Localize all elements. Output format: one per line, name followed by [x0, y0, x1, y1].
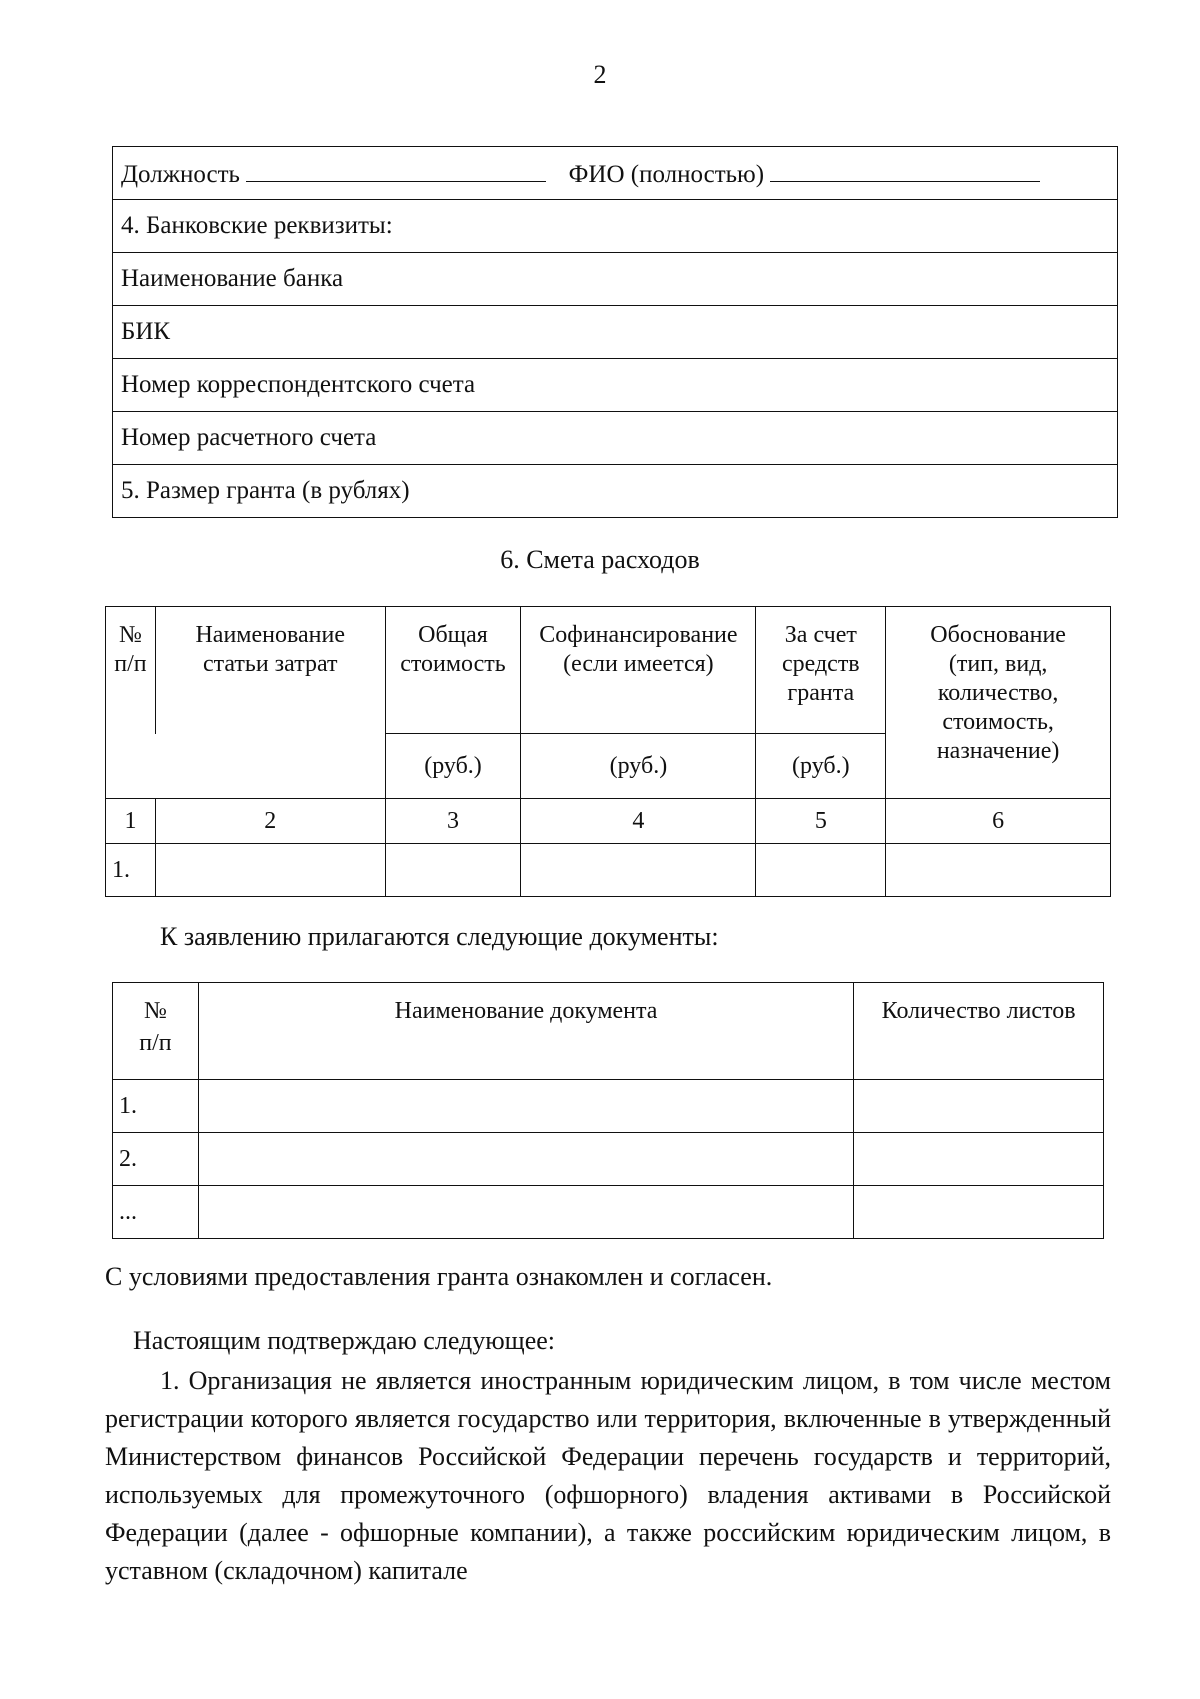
- column-number: 4: [521, 799, 756, 844]
- table-cell[interactable]: [198, 1133, 853, 1186]
- doc-col-name-header: Наименование документа: [198, 983, 853, 1080]
- agreement-statement: С условиями предоставления гранта ознакомлен и согласен.: [105, 1262, 773, 1291]
- column-numbers-row: [106, 799, 1111, 844]
- col-total-header: Общая стоимость: [385, 607, 521, 734]
- col-num-header-cont: [106, 734, 156, 799]
- row-number: 1.: [106, 844, 156, 897]
- doc-col-num-header: № п/п: [113, 983, 199, 1080]
- table-cell[interactable]: [854, 1186, 1104, 1239]
- fio-label: ФИО (полностью): [568, 161, 765, 188]
- paragraph-1: 1. Организация не является иностранным юридическим лицом, в том числе местом регистрации которого является государство или территория, включенные в утвержденный Министерством финансов Российской Федерации перечень государств и территорий, используемых для промежуточного (офшорного) владения активами в Российской Федерации (далее - офшорные компании), а также российским юридическим лицом, в уставном (складочном) капитале: [105, 1366, 1111, 1585]
- documents-table: [112, 982, 1104, 1239]
- col-grant-header: За счет средств гранта: [756, 607, 886, 734]
- position-fio-row: [113, 147, 1118, 200]
- table-cell[interactable]: [854, 1080, 1104, 1133]
- row-number: 2.: [113, 1133, 199, 1186]
- column-number: 6: [886, 799, 1111, 844]
- confirmation-title: Настоящим подтверждаю следующее:: [133, 1326, 555, 1355]
- unit-cofinancing: (руб.): [521, 734, 756, 799]
- doc-col-pages-header: Количество листов: [854, 983, 1104, 1080]
- unit-total: (руб.): [385, 734, 521, 799]
- table-cell[interactable]: [854, 1133, 1104, 1186]
- col-name-header: Наименование статьи затрат: [155, 607, 385, 734]
- table-cell[interactable]: [198, 1186, 853, 1239]
- fio-field[interactable]: [770, 157, 1040, 182]
- table-cell[interactable]: [886, 844, 1111, 897]
- position-field[interactable]: [246, 157, 546, 182]
- column-number: 2: [155, 799, 385, 844]
- table-row: [113, 1080, 1104, 1133]
- table-cell[interactable]: [155, 844, 385, 897]
- table-cell[interactable]: [521, 844, 756, 897]
- page-number: 2: [593, 60, 607, 89]
- col-justification-header: Обоснование (тип, вид, количество, стоимость, назначение): [886, 607, 1111, 799]
- estimate-table: [105, 606, 1111, 897]
- table-row: [113, 1133, 1104, 1186]
- column-number: 3: [385, 799, 521, 844]
- bik-row[interactable]: БИК: [113, 306, 1118, 359]
- table-cell[interactable]: [385, 844, 521, 897]
- col-num-header: № п/п: [106, 607, 156, 734]
- table-cell[interactable]: [756, 844, 886, 897]
- grant-size-row[interactable]: 5. Размер гранта (в рублях): [113, 465, 1118, 518]
- corr-account-row[interactable]: Номер корреспондентского счета: [113, 359, 1118, 412]
- row-number: ...: [113, 1186, 199, 1239]
- bank-details-row: 4. Банковские реквизиты:: [113, 200, 1118, 253]
- col-cofinancing-header: Софинансирование (если имеется): [521, 607, 756, 734]
- table-cell[interactable]: [198, 1080, 853, 1133]
- requisites-table: [112, 146, 1118, 518]
- table-row: [113, 1186, 1104, 1239]
- settlement-account-row[interactable]: Номер расчетного счета: [113, 412, 1118, 465]
- column-number: 5: [756, 799, 886, 844]
- position-label: Должность: [121, 161, 240, 188]
- column-number: 1: [106, 799, 156, 844]
- table-row: [106, 844, 1111, 897]
- col-name-header-cont: [155, 734, 385, 799]
- estimate-title: 6. Смета расходов: [500, 545, 700, 574]
- row-number: 1.: [113, 1080, 199, 1133]
- bank-name-row[interactable]: Наименование банка: [113, 253, 1118, 306]
- unit-grant: (руб.): [756, 734, 886, 799]
- documents-intro: К заявлению прилагаются следующие документы:: [160, 922, 719, 951]
